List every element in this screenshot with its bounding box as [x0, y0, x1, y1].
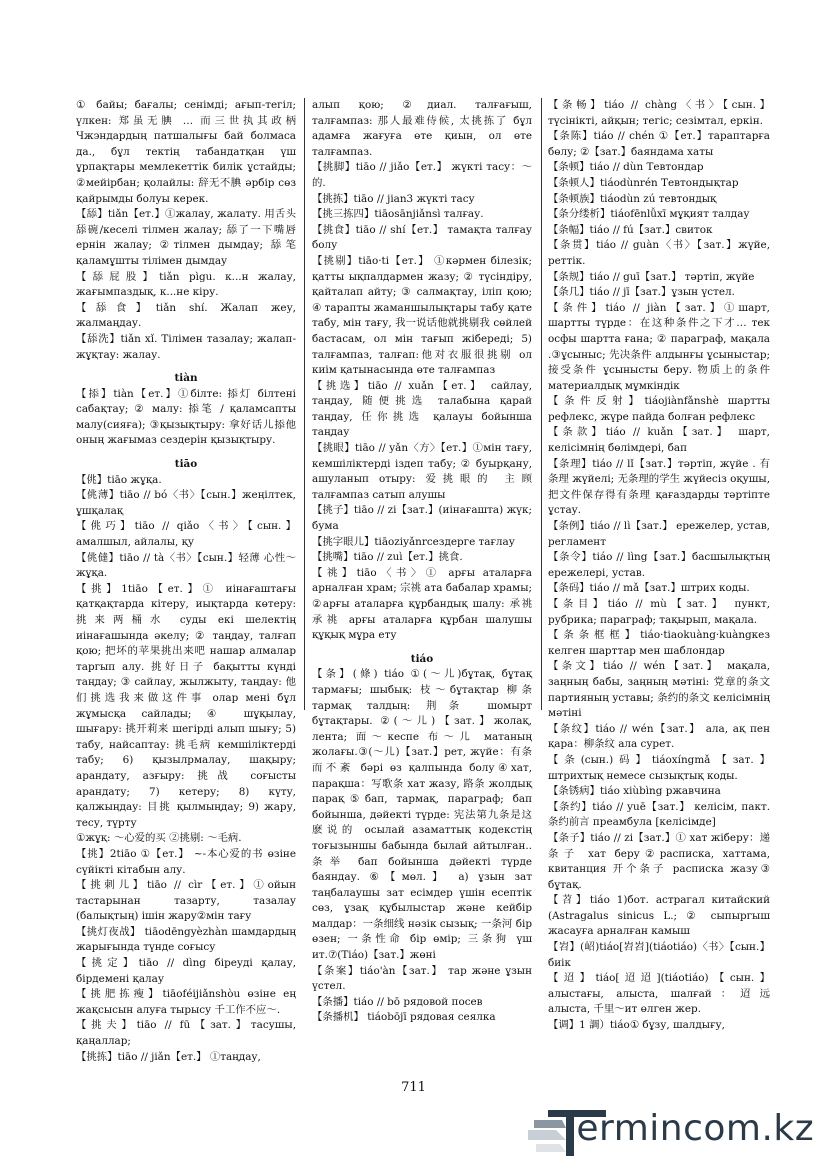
entry: 【条幅】tiáo // fú【зат.】свиток — [548, 223, 713, 236]
entry: 【条例】tiáo // lì【зат.】 ережелер, устав, регламент — [548, 520, 770, 548]
entry: алып қою; ②диал. талғағыш, талғампаз: 那人最难侍候, 太挑拣了 бұл адамға жағуға өте қиын, ол өте талғампаз. — [312, 99, 532, 158]
entry: 【挑眼】tiāo // yǎn〈方〉【ет.】①мін тағу, кемшіліктерді іздеп табу; ② буырқану, ашуланып отыру: 爱挑眼的 主顾 талғампаз сатып алушы — [312, 442, 532, 501]
entry: 【舔】tiǎn【ет.】①жалау, жалату. 用舌头舔碗/кеселі тілмен жалау; 舔了一下嘴唇 ернін жалау; ②тілмен дымдау; 舔笔 қаламұшты тілімен дымдау — [76, 208, 296, 267]
entry: 【佻】tiāo жұқа. — [76, 473, 162, 486]
entry: 【挑肥拣瘦】tiāoféijiǎnshòu өзіне ең жақсысын алуға тырысу 千工作不应～. — [76, 988, 296, 1016]
entry: 【条条框框】tiáo·tiaokuàng·kuàngкез келген шарттар мен шаблондар — [548, 629, 770, 657]
entry: ①жұқ: ～心爱的买 ②挑剔: ～毛病. — [76, 832, 242, 845]
entry: 【佻薄】tiāo // bó〈书〉【сын.】жеңілтек, ұшқалақ — [76, 489, 296, 517]
entry: 【祧】tiāo〈书〉① арғы аталарға арналған храм; 宗祧 ата бабалар храмы; ②арғы аталарға құрбандық шалу: 承祧 承祧 арғы аталарға құрбан шалушы құқық мұра ету — [312, 566, 532, 642]
entry: 【条】(條) tiáo ①(～儿)бұтақ, бұтақ тармағы; шыбық: 枝～бұтақтар 柳条 тармақ талдың: 荆条 шомырт бұтақтары. ②(～儿)【зат.】жолақ, лента; 面～кеспе 布～儿 матаның жолағы.③(～儿)【зат.】рет, жүйе：有条而不紊 бәрі өз қалпында болу④хат, парақша：写歌条 хат жазу, 路条 жолдық парақ⑤бап, тармақ, параграф; бап бойынша, дәйекті түрде: 宪法第九条是这麽说的 осылай азаматтық кодекстің тоғызыншы бабында былай айтылған.. 条举 бап бойынша дәйекті түрде баяндау. ⑥【мөл.】 а) ұзын зат таңбалаушы зат есімдер үшін есептік сөз, ұзақ құбылыстар және кейбір малдар：一条细线 нәзік сызық; 一条河 бір өзен; 一条性命 бір өмір; 三条狗 үш ит.⑦(Tiáo)【зат.】жөні — [312, 668, 532, 962]
entry: 【挑】1tiāo【ет.】① иінағаштағы қатқақтарда кітеру, иықтарда көтеру: 挑来两桶水 суды екі шелектің иінағашында әкелу; ② таңдау, талғап қою; 把坏的苹果挑出来吧 нашар алмалар таргып алу. 挑好日子 бақытты күнді таңдау; ③ сайлау, жылжыту, таңдау: 他们挑选我来做这件事 олар мені бұл жұмысқа сайлады; ④ шұқылау, шығару: 挑开莉来 шегірді алып шығу; 5) табу, найсаптау: 挑毛病 кемшіліктерді табу; 6) қызылрмалау, шақыру; арандату, азғыру: 挑战 соғысты арандату; 7) кетеру; 8) күту, қалжыңдау: 目挑 қылмыңдау; 9) жару, тесу, түрту — [76, 582, 296, 829]
entry: 【条播】tiáo // bō рядовой посев — [312, 995, 483, 1008]
entry: 【条码】tiáo // mǎ【зат.】штрих коды. — [548, 582, 750, 595]
entry: 【条畅】tiáo // chàng〈书〉【сын.】түсінікті, айқын; тегіс; сезімтал, еркін. — [548, 99, 770, 127]
entry: 【条子】tiáo // zi【зат.】① хат жіберу：递条子 хат беру②расписка, хаттама, квитанция 开个条子 расписка жазу③ бұтақ. — [548, 831, 770, 891]
entry: 【挑食】tiāo // shí【ет.】 тамақта талғау болу — [312, 223, 532, 252]
entry: 【佻㒓】tiāo // tà〈书〉【сын.】轻薄 心性～жұқа. — [76, 551, 296, 580]
entry: 【条文】tiáo // wén【зат.】 мақала, заңның бабы, заңның мәтіні: 党章的条文 партияның уставы; 条约的条文 келісімнің мәтіні — [548, 660, 770, 720]
entry: 【条案】tiáo'àn【зат.】 тар және ұзын үстел. — [312, 964, 532, 993]
section-heading: tiāo — [174, 458, 198, 471]
entry: 【条理】tiáo // lǐ【зат.】тәртіп, жүйе . 有条理 жүйелі; 无条理的学生 жүйесіз оқушы, 把文件保存得有条理 қағаздарды тәртіпте ұстау. — [548, 457, 770, 517]
entry: 【挑剔】tiāo·ti【ет.】 ①кәрмен білезік; қатты ықпалдармен жазу; ② түсіндіру, қайталап айту; ③ салмақтау, іліп қою; ④ тарапты жаманшылықтары табу қате табу, мін тағу, 我一说话他就挑剔我 сөйлей бастасам, ол мін тағып жібереді; 5) талғампаз, талғап:他对衣服很挑剔 ол киім қатынасында өте талғампаз — [312, 254, 532, 377]
entry: 【条锈病】tiáo xiùbìng ржавчина — [548, 785, 721, 798]
entry: 【条几】tiáo // jī【зат.】ұзын үстел. — [548, 286, 735, 299]
column-divider — [541, 98, 542, 710]
entry: 【苕】tiáo 1)бот. астрагал китайский (Astragalus sinicus L.; ② сыпыргыш жасауға арналған камыш — [548, 894, 770, 938]
entry: 【条分缕析】tiáofēnlǚxī мұқият талдау — [548, 208, 750, 221]
entry: 【舔洗】tiǎn xǐ. Тілімен тазалау; жалап-жұқтау: жалау. — [76, 332, 296, 361]
entry: 【条件反射】tiáojiànfǎnshè шартты рефлекс, жүре пайда болған рефлекс — [548, 395, 770, 423]
entry: 【挑刺儿】tiāo // cìr【ет.】①ойын тастарынан тазарту, тазалау (балықтың) ішін жару②мін тағу — [76, 879, 296, 923]
entry: 【条令】tiáo // lìng【зат.】басшылықтың ережелері, устав. — [548, 551, 770, 579]
entry: 【挑子】tiāo // zi【зат.】(иінағашта) жүк; бума — [312, 504, 532, 533]
entry: 【挑三拣四】tiāosānjiǎnsì талғау. — [312, 208, 484, 221]
entry: 【佻巧】tiāo // qiǎo〈书〉【сын.】амалшыл, айлалы, қу — [76, 520, 296, 549]
entry: ① байы; бағалы; сенімді; ағып-тегіл; үлкен: 郑虽无腆 … 而三世执其政柄 Чжэндардың патшалығы бай болмаса да., бұл тектің табандатқан үш ұрпақтары мемлекеттік билік ұстайды; ②мейірбан; қолайлы: 辞无不腆 әрбір сөз қайрымды болуы керек. — [76, 99, 296, 205]
spacer — [76, 363, 296, 371]
entry: 【舔屁股】tiǎn pìgu. к...н жалау, жағымпаздық, к...не кіру. — [76, 270, 296, 299]
entry: 【挑选】tiāo // xuǎn【ет.】 сайлау, таңдау, 随便挑选 талабына қарай таңдау, 任你挑选 қалауы бойынша таңдау — [312, 379, 532, 439]
entry: 【挑拣】tiāo // jian3 жүкті тасу — [312, 192, 475, 205]
entry: 【挑嘴】tiāo // zuì【ет.】挑食. — [312, 551, 463, 564]
entry: 【挑夫】tiāo // fū【зат.】тасушы, қаңаллар; — [76, 1019, 296, 1048]
spacer — [76, 449, 296, 457]
entry: 【条顿】tiáo // dùn Тевтондар — [548, 161, 704, 174]
entry: 【挑脚】tiāo // jiǎo【ет.】 жүкті тасу：～的. — [312, 161, 532, 189]
entry: 【条播机】 tiáobōjī рядовая сеялка — [312, 1011, 496, 1024]
entry: 【挑字眼儿】tiāoziyǎnrсездерге тағлау — [312, 535, 515, 548]
entry: 【迢】tiáo[迢迢](tiáotiáo)【сын.】алыстағы, алыста, шалғай：迢远 алыста, 千里～ит өлген жер. — [548, 972, 770, 1016]
entry: 【岧】(岹)tiáo[岧岧](tiáotiáo)〈书〉【сын.】биік — [548, 941, 770, 969]
entry: 【条约】tiáo // yuē【зат.】 келісім, пакт. 条约前言 преамбула [келісімде] — [548, 800, 770, 829]
page-number: 711 — [401, 1080, 426, 1095]
entry: 【条顿人】tiáodùnrén Тевтондықтар — [548, 176, 739, 189]
entry: 【条目】tiáo // mù【зат.】 пункт, рубрика; параграф; тақырып, мақала. — [548, 598, 770, 626]
entry: 【挑拣】tiāo // jiǎn【ет.】 ①таңдау, — [76, 1050, 261, 1063]
entry: 【条贯】tiáo // guàn〈书〉【зат.】жүйе, реттік. — [548, 239, 770, 267]
entry: 【挑】2tiāo ①【ет.】 ~-本心爱的书 өзіне сүйікті кітабын алу. — [76, 847, 296, 876]
spacer — [312, 644, 532, 652]
entry: 【条件】tiáo // jiàn【зат.】①шарт, шартты түрде：在这种条件之下才… тек осфы шартта ғана; ② параграф, мақала .③ұсыныс; 先决条件 алдынғы ұсыныстар; 接受条件 ұсынысты беру. 物质上的条件 материалдық мұмкіндік — [548, 301, 770, 392]
section-heading: tiáo — [410, 652, 434, 665]
entry: 【掭】tiàn【ет.】①білте: 掭灯 білтені сабақтау; ② малу: 掭笔 / қаламсапты малу(сияға); ③қызықтыру: 拿好话儿掭他 оның жағымаз сездерін қызықтыру. — [76, 387, 296, 447]
section-heading: tiàn — [174, 372, 198, 385]
logo-text: Termincom.kz — [560, 1108, 815, 1149]
entry: 【条纹】tiáo // wén【зат.】 ала, ақ пен қара：柳条纹 ала сурет. — [548, 722, 770, 751]
entry: 【调】1 調）tiáo① бұзу, шалдығу, — [548, 1019, 725, 1032]
text-column-1 — [76, 98, 296, 1065]
entry: 【舔食】tiǎn shí. Жалап жеу, жалмаңдау. — [76, 301, 296, 330]
entry: 【条款】tiáo // kuǎn【зат.】 шарт, келісімнің бөлімдері, бап — [548, 426, 770, 455]
text-column-3 — [548, 98, 770, 1034]
entry: 【条规】tiáo // guī【зат.】 тәртіп, жүйе — [548, 270, 755, 283]
column-divider — [304, 98, 305, 710]
entry: 【挑灯夜战】 tiāodēngyèzhàn шамдардың жарығында түнде соғысу — [76, 925, 296, 954]
entry: 【挑定】tiāo // dìng біреуді қалау, бірдемені қалау — [76, 957, 296, 985]
text-column-2 — [312, 98, 532, 1026]
entry: 【条(сын.)码】tiáoxíngmǎ【зат.】штрихтық немесе сызықтық коды. — [548, 753, 770, 782]
entry: 【条陈】tiáo // chén ①【ет.】тараптарға бөлу; ②【зат.】баяндама хаты — [548, 130, 770, 158]
entry: 【条顿族】tiáodùn zú тевтондық — [548, 192, 717, 205]
